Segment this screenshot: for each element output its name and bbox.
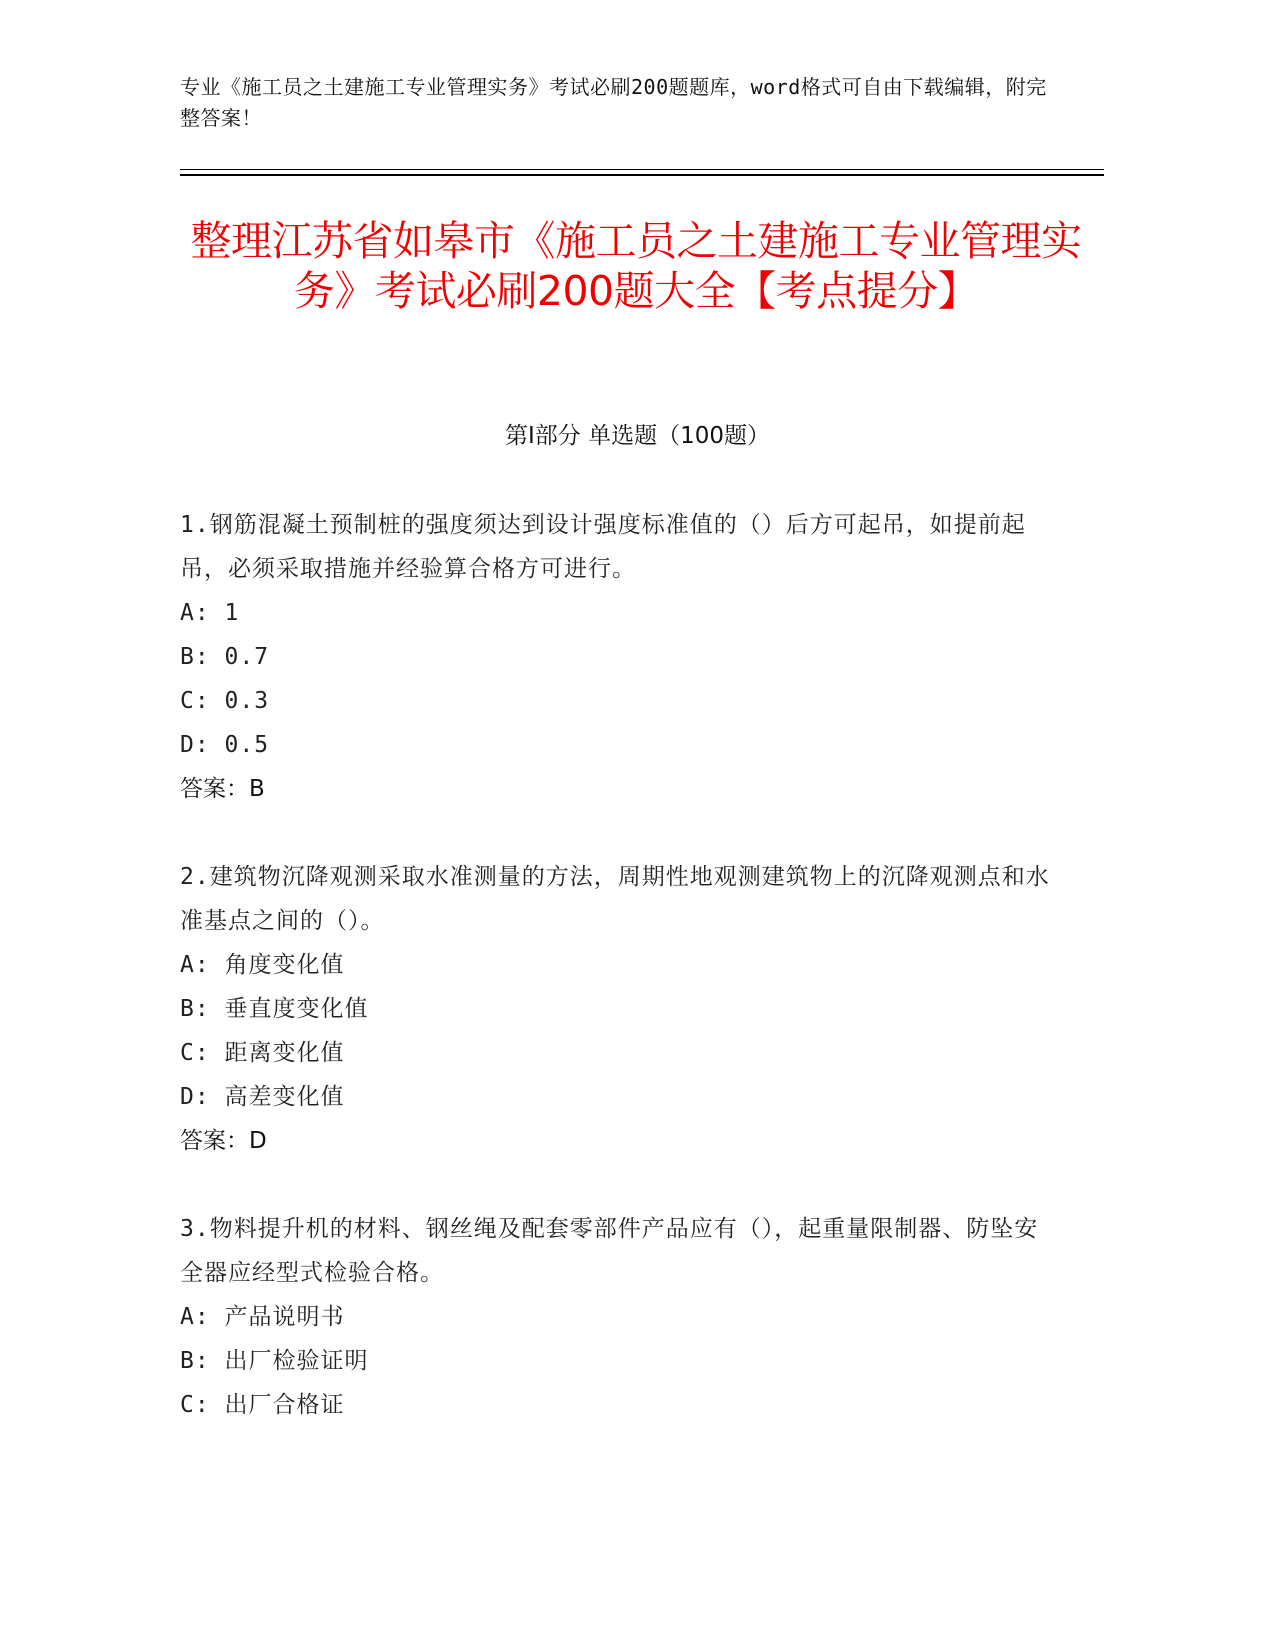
option-a: A: 角度变化值 xyxy=(180,952,345,978)
option-b: B: 0.7 xyxy=(180,644,270,670)
option-b: B: 出厂检验证明 xyxy=(180,1348,369,1374)
option-b: B: 垂直度变化值 xyxy=(180,996,369,1022)
option-c: C: 0.3 xyxy=(180,688,270,714)
option-c: C: 出厂合格证 xyxy=(180,1392,345,1418)
option-a: A: 1 xyxy=(180,600,240,626)
question-stem: 1.钢筋混凝土预制桩的强度须达到设计强度标准值的（）后方可起吊，如提前起吊，必须采取措施并经验算合格方可进行。 xyxy=(180,512,1026,582)
option-c: C: 距离变化值 xyxy=(180,1040,345,1066)
answer-line: 答案：B xyxy=(180,776,265,802)
header-divider-thick xyxy=(180,174,1104,176)
document-title: 整理江苏省如皋市《施工员之土建施工专业管理实务》考试必刷200题大全【考点提分】 xyxy=(190,217,1082,315)
option-d: D: 0.5 xyxy=(180,732,270,758)
question-1 xyxy=(180,503,1060,811)
question-2 xyxy=(180,855,1060,1163)
question-list xyxy=(180,503,1060,1471)
header-note: 专业《施工员之土建施工专业管理实务》考试必刷200题题库，word格式可自由下载编辑，附完整答案！ xyxy=(180,75,1047,130)
question-stem: 2.建筑物沉降观测采取水准测量的方法，周期性地观测建筑物上的沉降观测点和水准基点之间的（）。 xyxy=(180,864,1050,934)
question-3 xyxy=(180,1207,1060,1427)
option-a: A: 产品说明书 xyxy=(180,1304,345,1330)
option-d: D: 高差变化值 xyxy=(180,1084,345,1110)
answer-line: 答案：D xyxy=(180,1128,267,1154)
header-divider-thin xyxy=(180,169,1104,170)
section-heading: 第Ⅰ部分 单选题（100题） xyxy=(505,423,770,449)
question-stem: 3.物料提升机的材料、钢丝绳及配套零部件产品应有（），起重量限制器、防坠安全器应经型式检验合格。 xyxy=(180,1216,1039,1286)
